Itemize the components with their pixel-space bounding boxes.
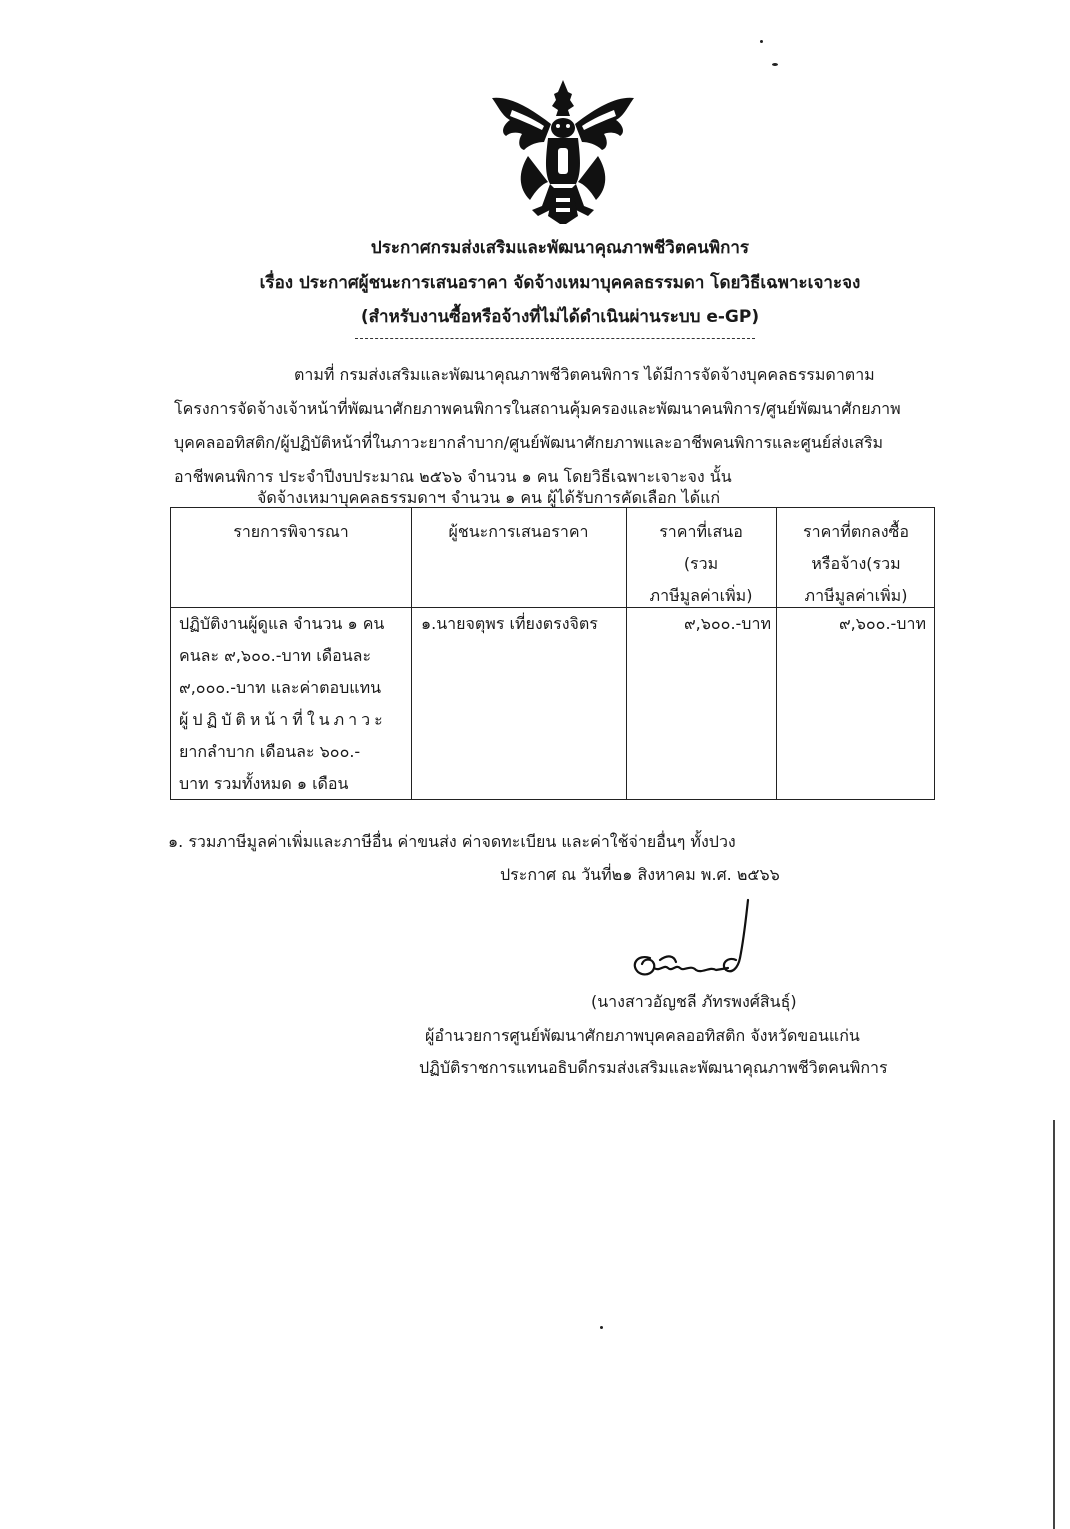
result-table <box>170 507 935 800</box>
body-paragraph <box>174 358 949 494</box>
header-line: ภาษีมูลค่าเพิ่ม) <box>649 586 753 605</box>
scan-speck <box>772 63 778 66</box>
body-line: บุคคลออทิสติก/ผู้ปฏิบัติหน้าที่ในภาวะยากลำบาก/ศูนย์พัฒนาศักยภาพและอาชีพคนพิการและศูนย์ส่งเสริม <box>174 433 884 452</box>
header-line: ราคาที่เสนอ <box>659 522 743 541</box>
scan-speck <box>760 40 763 43</box>
announcement-title: ประกาศกรมส่งเสริมและพัฒนาคุณภาพชีวิตคนพิการ <box>370 238 750 258</box>
body-line: โครงการจัดจ้างเจ้าหน้าที่พัฒนาศักยภาพคนพิการในสถานคุ้มครองและพัฒนาคนพิการ/ศูนย์พัฒนาศักยภาพ <box>174 399 901 418</box>
announcement-subject: เรื่อง ประกาศผู้ชนะการเสนอราคา จัดจ้างเหมาบุคคลธรรมดา โดยวิธีเฉพาะเจาะจง <box>259 273 861 293</box>
header-line: ภาษีมูลค่าเพิ่ม) <box>804 586 908 605</box>
announcement-note: (สำหรับงานซื้อหรือจ้างที่ไม่ได้ดำเนินผ่านระบบ e-GP) <box>360 307 760 327</box>
announcement-date: ประกาศ ณ วันที่๒๑ สิงหาคม พ.ศ. ๒๕๖๖ <box>500 865 780 884</box>
cell-line: ปฏิบัติงานผู้ดูแล จำนวน ๑ คน <box>179 614 385 633</box>
cell-offered-price: ๙,๖๐๐.-บาท <box>683 614 771 633</box>
body-line: จัดจ้างเหมาบุคคลธรรมดาฯ จำนวน ๑ คน ผู้ได้รับการคัดเลือก ได้แก่ <box>257 488 721 507</box>
signer-acting-for: ปฏิบัติราชการแทนอธิบดีกรมส่งเสริมและพัฒนาคุณภาพชีวิตคนพิการ <box>419 1058 888 1077</box>
cell-consideration <box>179 608 407 800</box>
header-consideration: รายการพิจารณา <box>233 522 349 541</box>
signer-position: ผู้อำนวยการศูนย์พัฒนาศักยภาพบุคคลออทิสติก จังหวัดขอนแก่น <box>425 1026 860 1045</box>
header-agreed-price <box>776 516 936 612</box>
cell-line: ยากลำบาก เดือนละ ๖๐๐.- <box>179 742 361 761</box>
body-line: ตามที่ กรมส่งเสริมและพัฒนาคุณภาพชีวิตคนพิการ ได้มีการจัดจ้างบุคคลธรรมดาตาม <box>294 365 875 384</box>
column-divider <box>411 508 412 799</box>
cell-line: คนละ ๙,๖๐๐.-บาท เดือนละ <box>179 646 372 665</box>
footnote: ๑. รวมภาษีมูลค่าเพิ่มและภาษีอื่น ค่าขนส่ง ค่าจดทะเบียน และค่าใช้จ่ายอื่นๆ ทั้งปวง <box>168 832 736 851</box>
header-line: ราคาที่ตกลงซื้อ <box>803 522 909 541</box>
cell-line: ๙,๐๐๐.-บาท และค่าตอบแทน <box>179 678 382 697</box>
cell-agreed-price: ๙,๖๐๐.-บาท <box>838 614 926 633</box>
header-line: (รวม <box>683 554 719 573</box>
signature <box>620 898 770 988</box>
cell-line: บาท รวมทั้งหมด ๑ เดือน <box>179 774 349 793</box>
signer-name: (นางสาวอัญชลี ภัทรพงศ์สินธุ์) <box>591 992 797 1011</box>
cell-winner: ๑.นายจตุพร เที่ยงตรงจิตร <box>421 614 598 633</box>
header-winner: ผู้ชนะการเสนอราคา <box>448 522 589 541</box>
header-line: หรือจ้าง(รวม <box>811 554 901 573</box>
body-line: อาชีพคนพิการ ประจำปีงบประมาณ ๒๕๖๖ จำนวน ๑ คน โดยวิธีเฉพาะเจาะจง นั้น <box>174 467 732 486</box>
heading-divider <box>355 338 755 339</box>
header-offered-price <box>626 516 776 612</box>
garuda-emblem <box>488 76 638 228</box>
cell-line: ผู้ปฏิบัติหน้าที่ในภาวะ <box>179 710 387 729</box>
scan-speck <box>600 1326 603 1329</box>
scan-edge-line <box>1053 1120 1055 1529</box>
